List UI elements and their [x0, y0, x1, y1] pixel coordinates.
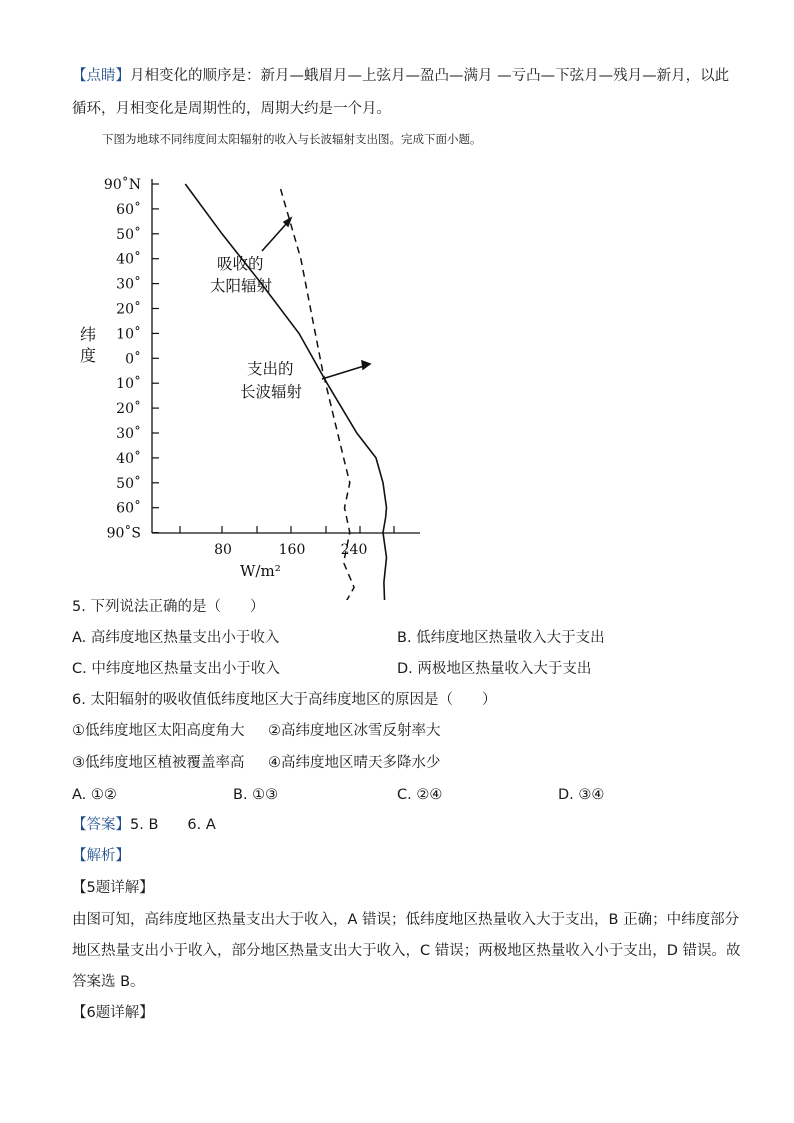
y-axis-title-1: 纬 — [80, 325, 97, 344]
y-tick-label: 20˚ — [116, 301, 141, 318]
label-emitted-2: 长波辐射 — [240, 383, 303, 401]
detail5-text-1: 由图可知，高纬度地区热量支出大于收入，A 错误；低纬度地区热量收入大于支出，B 正确；中纬度部分 — [72, 912, 740, 928]
answer-line — [72, 815, 216, 835]
y-tick-label: 50˚ — [116, 226, 141, 243]
q6-statement-3: ③低纬度地区植被覆盖率高 — [72, 755, 245, 771]
dianjing-tag: 【点睛】 — [72, 68, 130, 84]
q6-option-a: A. ①② — [72, 787, 117, 803]
y-tick-label: 30˚ — [116, 426, 141, 442]
dianjing-text-1: 月相变化的顺序是：新月—蛾眉月—上弦月—盈凸—满月 —亏凸—下弦月—残月—新月，以此 — [130, 68, 730, 84]
arrow-absorbed — [262, 223, 287, 251]
figure-caption: 下图为地球不同纬度间太阳辐射的收入与长波辐射支出图。完成下面小题。 — [102, 132, 482, 146]
x-ticks — [180, 526, 394, 558]
x-tick-label: 240 — [340, 542, 368, 558]
q5-stem: 5. 下列说法正确的是（ ） — [72, 599, 265, 615]
dianjing-text-2: 循环，月相变化是周期性的，周期大约是一个月。 — [72, 101, 391, 117]
y-tick-label: 40˚ — [116, 450, 141, 467]
q5-option-c: C. 中纬度地区热量支出小于收入 — [72, 661, 280, 677]
y-tick-label: 90˚S — [106, 525, 141, 542]
y-tick-label: 20˚ — [116, 401, 141, 418]
x-tick-label: 160 — [278, 542, 306, 558]
detail5-text-2: 地区热量支出小于收入，部分地区热量支出大于收入，C 错误；两极地区热量收入小于支出，D 错误。故 — [72, 943, 741, 959]
y-tick-label: 50˚ — [116, 475, 141, 492]
q5-option-b: B. 低纬度地区热量收入大于支出 — [397, 630, 605, 646]
y-tick-label: 60˚ — [116, 201, 141, 218]
y-tick-label: 60˚ — [116, 500, 141, 517]
q6-stem: 6. 太阳辐射的吸收值低纬度地区大于高纬度地区的原因是（ ） — [72, 692, 497, 708]
answer-text: 5. B 6. A — [130, 817, 216, 833]
detail6-tag: 【6题详解】 — [72, 1005, 154, 1021]
y-tick-label: 90˚N — [103, 177, 141, 193]
label-absorbed-2: 太阳辐射 — [210, 277, 273, 295]
arrow-emitted — [322, 366, 364, 379]
q6-statement-4: ④高纬度地区晴天多降水少 — [268, 755, 441, 771]
y-tick-label: 10˚ — [116, 326, 141, 343]
q5-option-d: D. 两极地区热量收入大于支出 — [397, 661, 592, 677]
detail5-tag: 【5题详解】 — [72, 880, 154, 896]
q6-statement-1: ①低纬度地区太阳高度角大 — [72, 723, 245, 739]
y-tick-label: 0˚ — [125, 351, 141, 368]
y-tick-label: 10˚ — [116, 376, 141, 393]
radiation-figure — [0, 160, 794, 600]
q6-statement-2: ②高纬度地区冰雪反射率大 — [268, 723, 441, 739]
detail5-text-3: 答案选 B。 — [72, 974, 145, 990]
q6-option-d: D. ③④ — [558, 787, 605, 803]
answer-tag: 【答案】 — [72, 817, 130, 833]
y-axis-title-2: 度 — [80, 346, 97, 365]
label-emitted-1: 支出的 — [247, 360, 294, 378]
y-tick-label: 30˚ — [116, 276, 141, 293]
y-tick-label: 40˚ — [116, 251, 141, 268]
arrow-emitted-head — [362, 361, 370, 369]
q5-option-a: A. 高纬度地区热量支出小于收入 — [72, 630, 280, 646]
y-ticks — [104, 176, 159, 542]
q6-option-c: C. ②④ — [397, 787, 443, 803]
dianjing-line-1 — [72, 66, 729, 86]
x-tick-label: 80 — [214, 542, 232, 558]
analysis-tag: 【解析】 — [72, 848, 130, 864]
label-absorbed-1: 吸收的 — [217, 255, 264, 273]
q6-option-b: B. ①③ — [233, 787, 279, 803]
x-unit-label: W/m² — [240, 562, 281, 580]
